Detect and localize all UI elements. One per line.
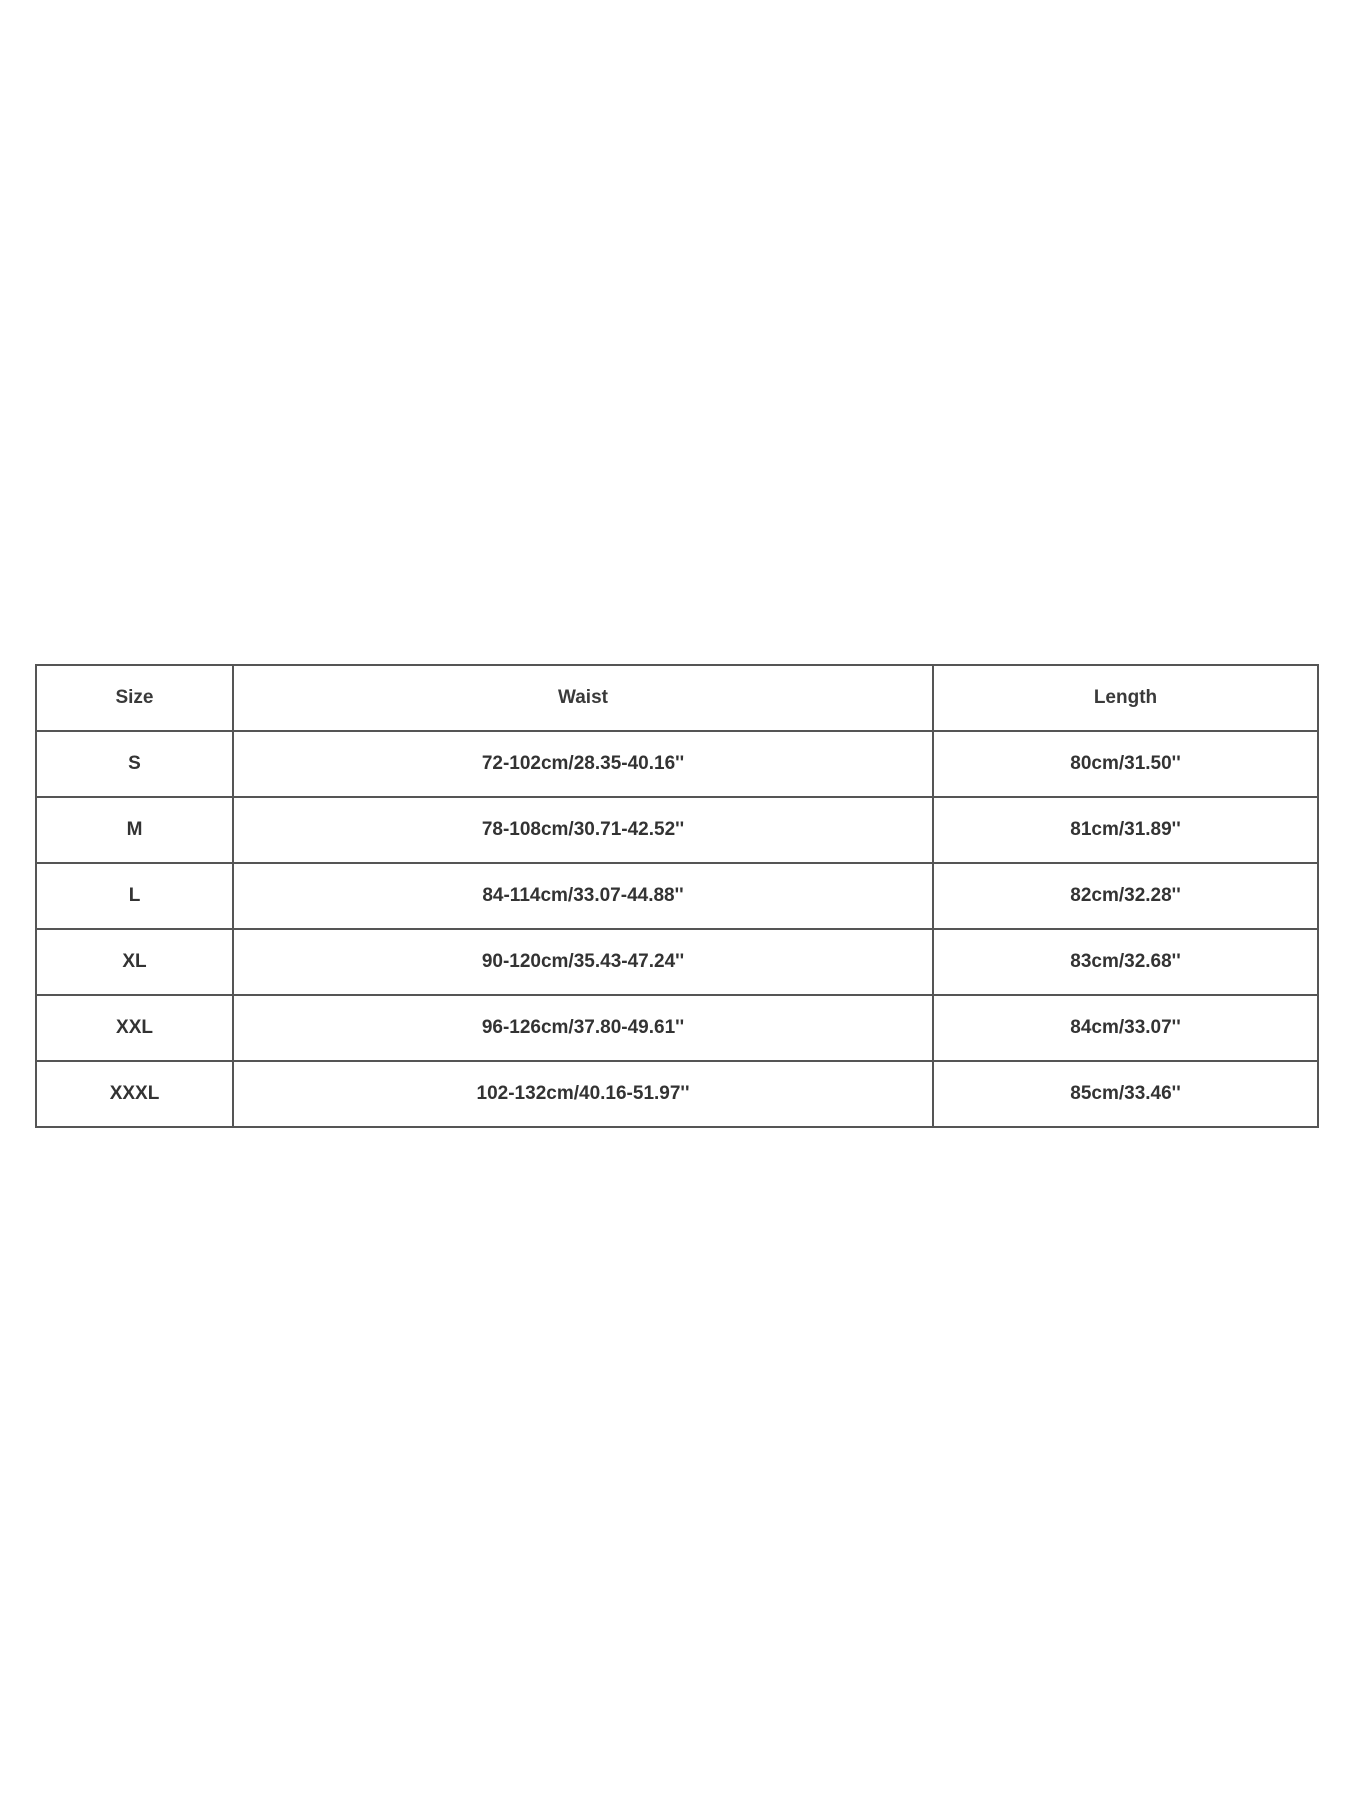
waist-cell: 96-126cm/37.80-49.61''	[233, 995, 933, 1061]
size-cell: L	[36, 863, 233, 929]
size-cell: XXXL	[36, 1061, 233, 1127]
header-length: Length	[933, 665, 1318, 731]
length-cell: 82cm/32.28''	[933, 863, 1318, 929]
length-cell: 84cm/33.07''	[933, 995, 1318, 1061]
size-chart-table	[35, 664, 1319, 1128]
header-size: Size	[36, 665, 233, 731]
table-row	[36, 863, 1318, 929]
header-waist: Waist	[233, 665, 933, 731]
table-row	[36, 731, 1318, 797]
waist-cell: 90-120cm/35.43-47.24''	[233, 929, 933, 995]
size-cell: S	[36, 731, 233, 797]
table-row	[36, 995, 1318, 1061]
table-row	[36, 1061, 1318, 1127]
table-row	[36, 797, 1318, 863]
table-header-row	[36, 665, 1318, 731]
length-cell: 85cm/33.46''	[933, 1061, 1318, 1127]
waist-cell: 102-132cm/40.16-51.97''	[233, 1061, 933, 1127]
waist-cell: 72-102cm/28.35-40.16''	[233, 731, 933, 797]
size-cell: M	[36, 797, 233, 863]
table-row	[36, 929, 1318, 995]
size-cell: XXL	[36, 995, 233, 1061]
length-cell: 81cm/31.89''	[933, 797, 1318, 863]
waist-cell: 84-114cm/33.07-44.88''	[233, 863, 933, 929]
size-cell: XL	[36, 929, 233, 995]
length-cell: 80cm/31.50''	[933, 731, 1318, 797]
waist-cell: 78-108cm/30.71-42.52''	[233, 797, 933, 863]
length-cell: 83cm/32.68''	[933, 929, 1318, 995]
